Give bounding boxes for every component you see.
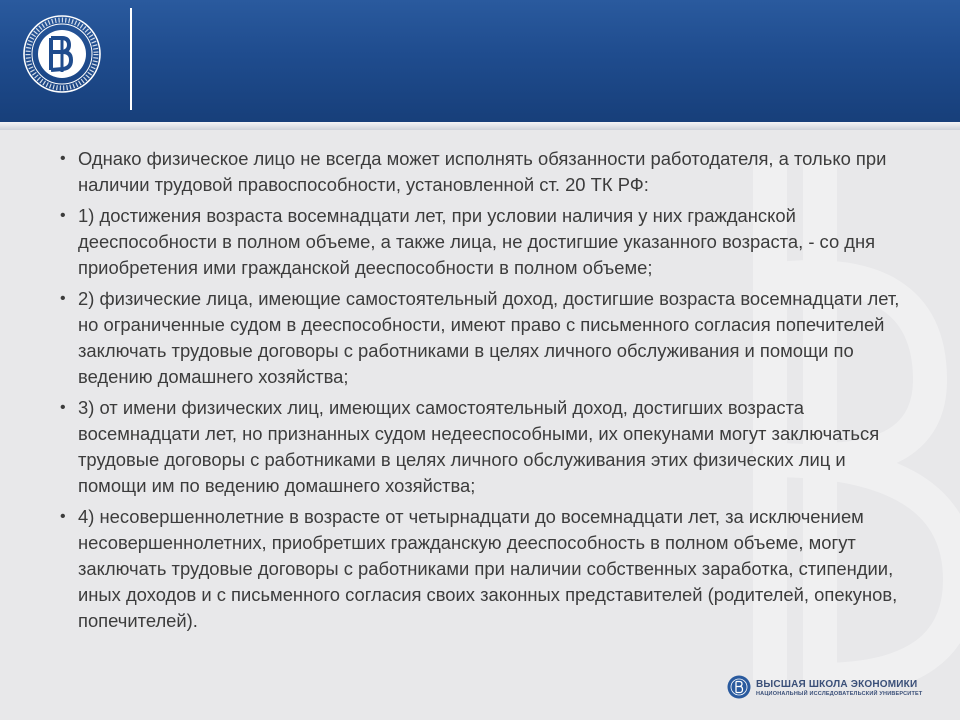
- bullet-icon: •: [60, 207, 66, 224]
- list-item: [60, 504, 910, 634]
- hse-crest-icon: [22, 14, 102, 94]
- paragraph-text: 3) от имени физических лиц, имеющих самостоятельный доход, достигших возраста восемнадцати лет, но признанных судом недееспособными, их опекунами могут заключаться трудовые договоры с работниками в целях личного обслуживания этих физических лиц и помощи им по ведению домашнего хозяйства;: [78, 397, 880, 496]
- bullet-icon: •: [60, 399, 66, 416]
- list-item: [60, 203, 910, 281]
- list-item: [60, 146, 910, 198]
- bullet-icon: •: [60, 508, 66, 525]
- list-item: [60, 395, 910, 499]
- bullet-icon: •: [60, 290, 66, 307]
- hse-footer-logo-icon: [727, 675, 751, 699]
- bullet-icon: •: [60, 150, 66, 167]
- paragraph-text: Однако физическое лицо не всегда может исполнять обязанности работодателя, а только при наличии трудовой правоспособности, установленной ст. 20 ТК РФ:: [78, 148, 887, 195]
- slide-body: [60, 146, 910, 639]
- paragraph-text: 2) физические лица, имеющие самостоятельный доход, достигшие возраста восемнадцати лет, но ограниченные судом в дееспособности, имеют право с письменного согласия попечителей заключать трудовые договоры с работниками в целях личного обслуживания и помощи по ведению домашнего хозяйства;: [78, 288, 900, 387]
- footer-university-subtitle: НАЦИОНАЛЬНЫЙ ИССЛЕДОВАТЕЛЬСКИЙ УНИВЕРСИТЕТ: [756, 691, 923, 697]
- header-bar: [0, 0, 960, 122]
- paragraph-text: 4) несовершеннолетние в возрасте от четырнадцати до восемнадцати лет, за исключением несовершеннолетних, приобретших гражданскую дееспособность в полном объеме, могут заключать трудовые договоры с работниками при наличии собственных заработка, стипендии, иных доходов и с письменного согласия своих законных представителей (родителей, опекунов, попечителей).: [78, 506, 898, 631]
- list-item: [60, 286, 910, 390]
- header-stripe: [0, 122, 960, 130]
- footer-university-name: ВЫСШАЯ ШКОЛА ЭКОНОМИКИ: [756, 679, 918, 690]
- header-divider: [130, 8, 132, 110]
- footer-brand: [756, 679, 946, 698]
- paragraph-text: 1) достижения возраста восемнадцати лет, при условии наличия у них гражданской дееспособности в полном объеме, а также лица, не достигшие указанного возраста, - со дня приобретения ими гражданской дееспособности в полном объеме;: [78, 205, 876, 278]
